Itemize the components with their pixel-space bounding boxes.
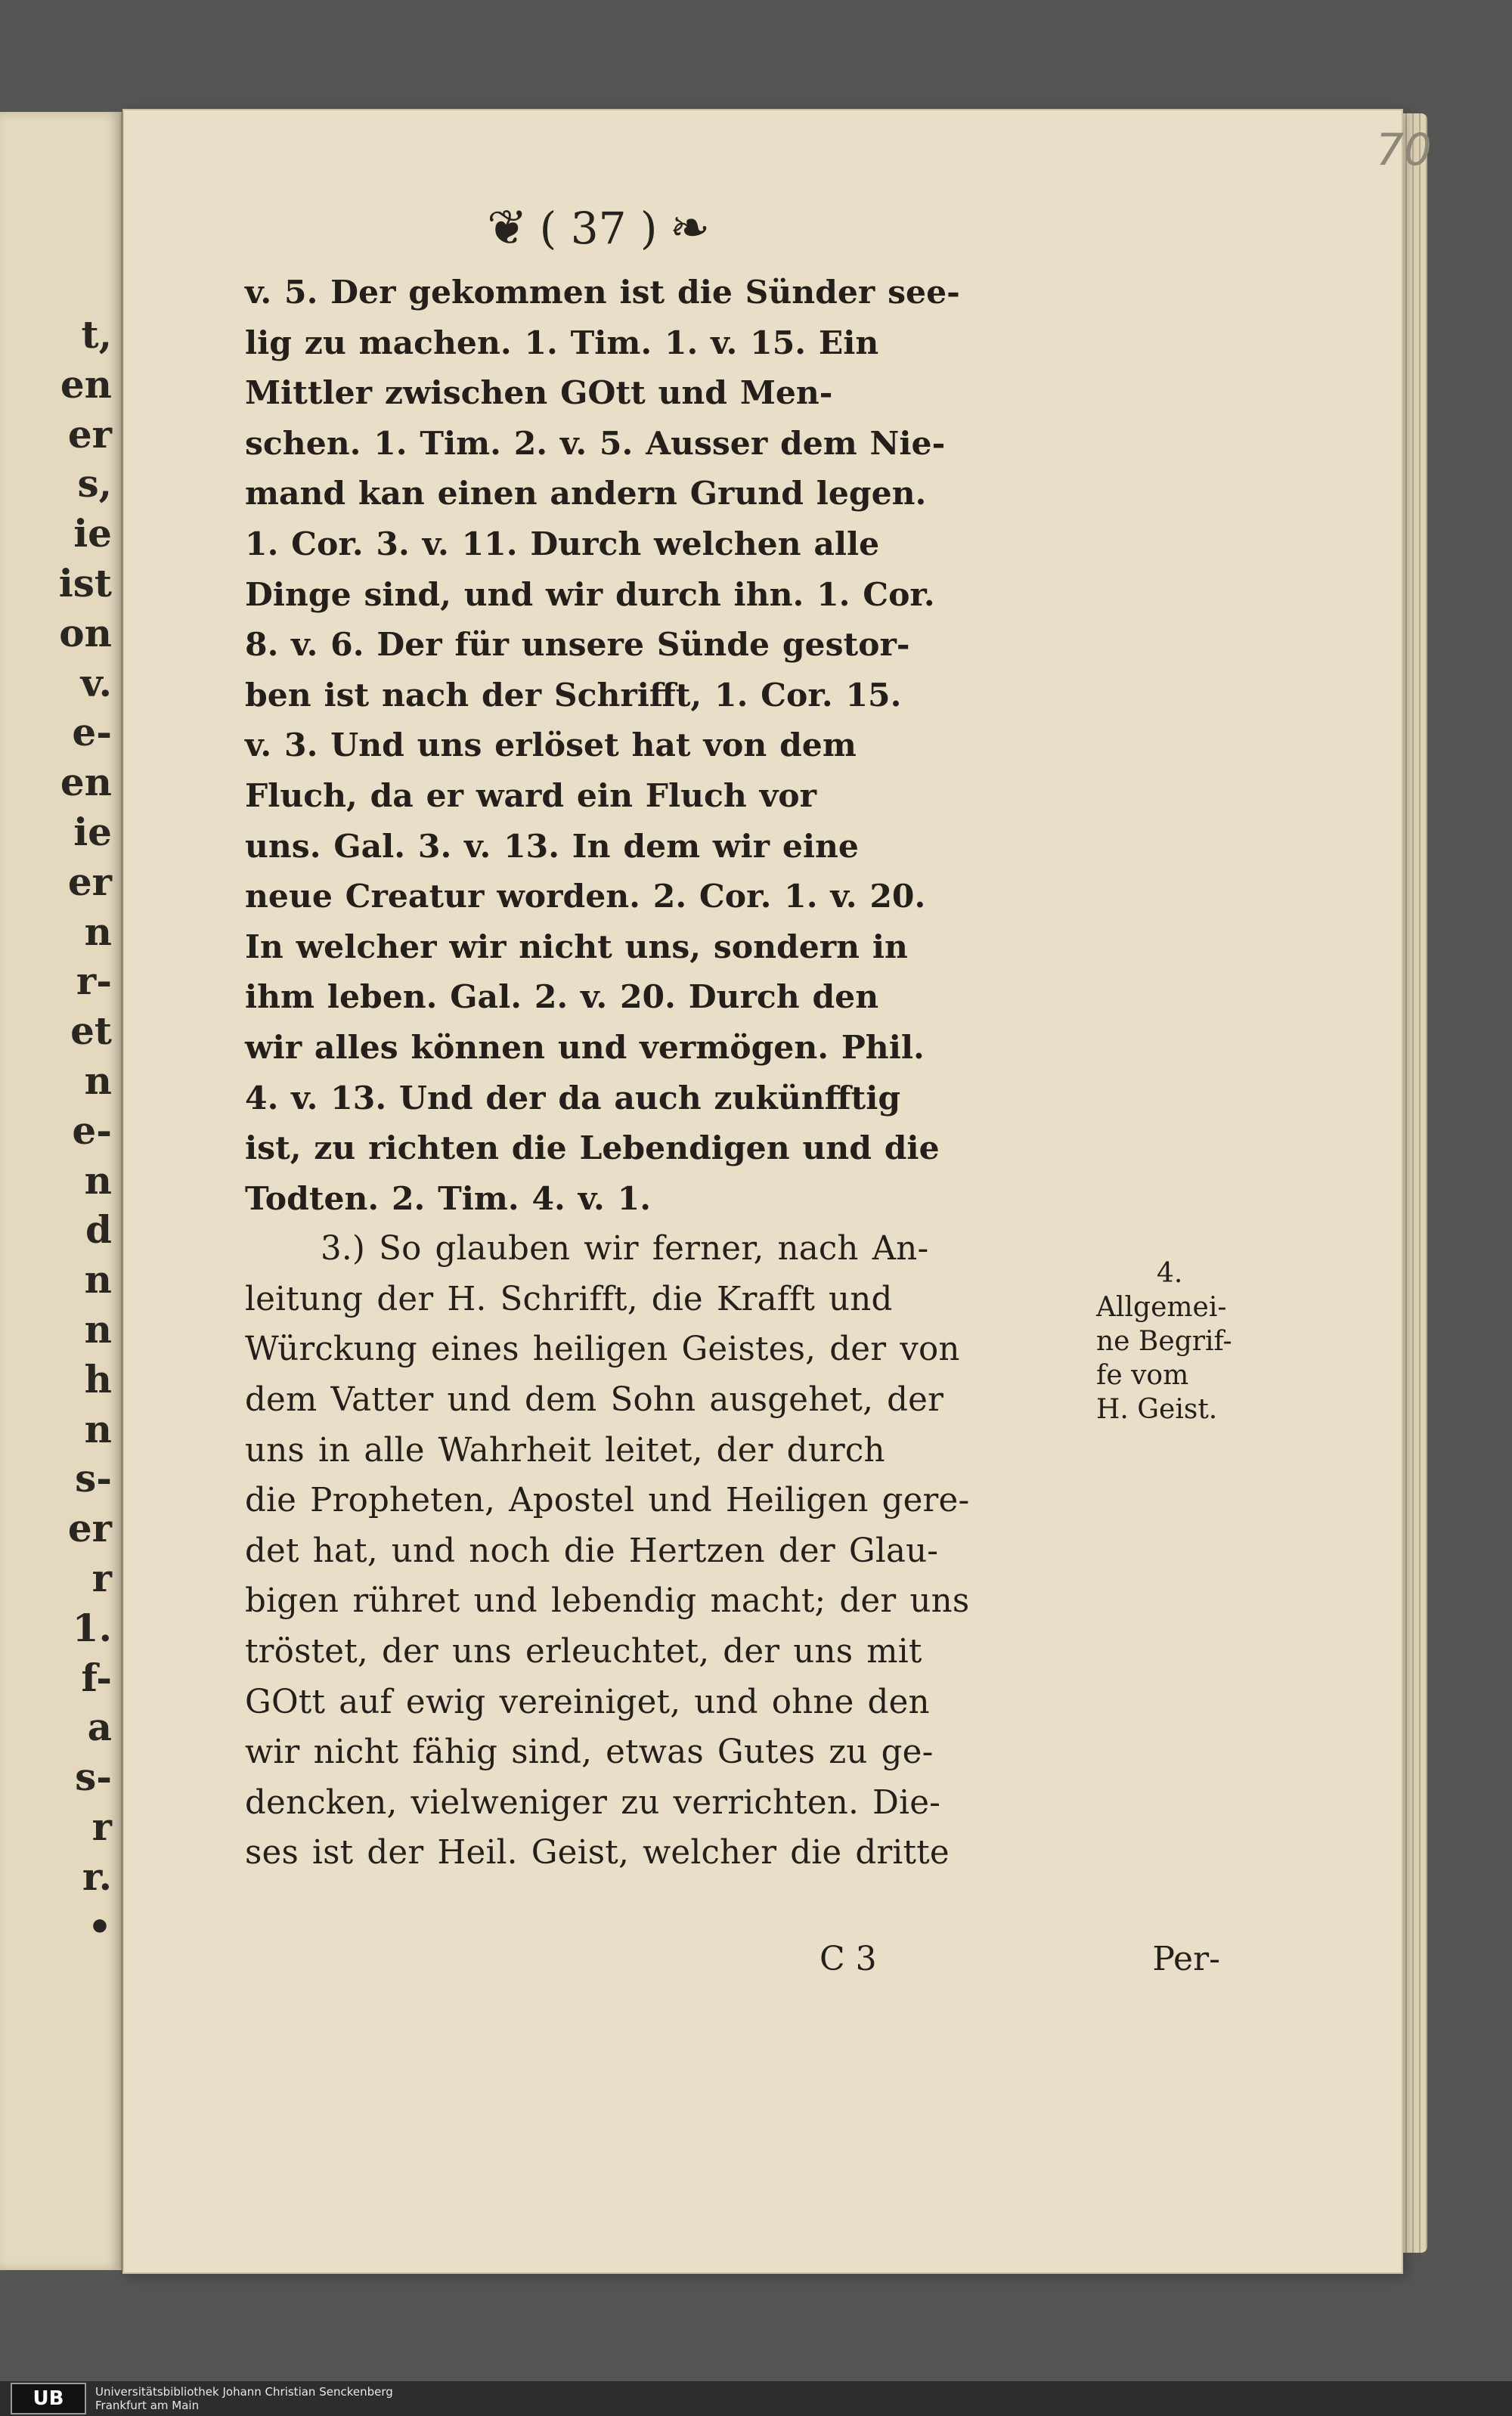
left-page-fragment: ie xyxy=(73,809,112,854)
text-line: uns. Gal. 3. v. 13. In dem wir eine xyxy=(245,827,859,866)
left-page-fragment: h xyxy=(84,1356,112,1402)
left-page-fragment: et xyxy=(70,1008,112,1054)
left-page-fragment: n xyxy=(84,1157,112,1203)
left-page-fragment: f- xyxy=(81,1655,112,1700)
text-line: Dinge sind, und wir durch ihn. 1. Cor. xyxy=(245,575,935,614)
left-page-fragment: a xyxy=(87,1705,112,1750)
text-line: mand kan einen andern Grund legen. xyxy=(245,475,927,513)
book-page xyxy=(122,109,1432,2274)
left-page-fragment: r- xyxy=(76,959,112,1004)
signature-mark: C 3 xyxy=(820,1940,877,1978)
left-page-fragment: ist xyxy=(58,560,112,606)
left-page-fragment: s- xyxy=(75,1456,112,1501)
running-head xyxy=(487,200,711,256)
text-line: v. 5. Der gekommen ist die Sünder see- xyxy=(245,274,960,311)
footer-library-name: Universitätsbibliothek Johann Christian Senckenberg xyxy=(95,2385,393,2399)
left-page-fragment: s, xyxy=(77,461,112,506)
body-text xyxy=(245,268,1220,1879)
text-line: dencken, vielweniger zu verrichten. Die- xyxy=(245,1783,941,1822)
left-page-fragment: on xyxy=(59,610,112,655)
left-page-fragment: n xyxy=(84,1406,112,1451)
text-line: 4. v. 13. Und der da auch zukünfftig xyxy=(245,1079,901,1117)
library-footer xyxy=(0,2381,1512,2416)
text-line: die Propheten, Apostel und Heiligen gere- xyxy=(245,1482,970,1520)
ornament-right-icon: ❧ xyxy=(669,200,711,256)
left-page-fragment: er xyxy=(67,1506,112,1551)
left-page-fragment: en xyxy=(60,361,112,407)
text-line: ben ist nach der Schrifft, 1. Cor. 15. xyxy=(245,676,902,714)
footer-text xyxy=(95,2385,393,2412)
text-line: 8. v. 6. Der für unsere Sünde gestor- xyxy=(245,626,910,664)
left-page-fragment: r xyxy=(91,1804,112,1849)
text-line: tröstet, der uns erleuchtet, der uns mit xyxy=(245,1633,922,1671)
left-page-fragment: • xyxy=(88,1903,112,1949)
catchword: Per- xyxy=(1152,1940,1220,1978)
marginal-note-line: H. Geist. xyxy=(1096,1394,1218,1425)
marginal-note-line: ne Begrif- xyxy=(1096,1326,1232,1357)
marginal-note-line: fe vom xyxy=(1096,1360,1189,1391)
left-page-fragment: v. xyxy=(80,660,112,705)
left-page-fragment: n xyxy=(84,1257,112,1302)
left-page-fragment: r xyxy=(91,1555,112,1600)
left-page-fragment: t, xyxy=(81,312,112,357)
left-page-fragment: er xyxy=(67,859,112,904)
text-line: Todten. 2. Tim. 4. v. 1. xyxy=(245,1179,652,1218)
text-line: In welcher wir nicht uns, sondern in xyxy=(245,928,908,966)
text-line: wir alles können und vermögen. Phil. xyxy=(245,1028,925,1067)
left-facing-page xyxy=(0,112,122,2270)
left-page-fragment: en xyxy=(60,760,112,805)
text-line: bigen rühret und lebendig macht; der uns xyxy=(245,1582,970,1621)
text-line: Würckung eines heiligen Geistes, der von xyxy=(245,1330,960,1369)
left-page-fragment: e- xyxy=(72,710,112,755)
left-page-fragment: er xyxy=(67,411,112,457)
left-page-fragment: n xyxy=(84,1058,112,1103)
text-line: 1. Cor. 3. v. 11. Durch welchen alle xyxy=(245,525,880,563)
pencil-folio-number: 70 xyxy=(1376,124,1432,175)
page-number: ( 37 ) xyxy=(539,203,658,254)
left-page-fragment: ie xyxy=(73,511,112,556)
text-line: ihm leben. Gal. 2. v. 20. Durch den xyxy=(245,978,879,1017)
left-page-fragment: e- xyxy=(72,1107,112,1153)
left-page-fragment: n xyxy=(84,909,112,954)
text-line: dem Vatter und dem Sohn ausgehet, der xyxy=(245,1381,944,1420)
text-line: v. 3. Und uns erlöset hat von dem xyxy=(245,726,857,765)
left-page-fragment: s- xyxy=(75,1755,112,1800)
footer-location: Frankfurt am Main xyxy=(95,2399,200,2412)
text-line: neue Creatur worden. 2. Cor. 1. v. 20. xyxy=(245,878,926,916)
text-line: Fluch, da er ward ein Fluch vor xyxy=(245,776,816,815)
text-line: ist, zu richten die Lebendigen und die xyxy=(245,1129,940,1168)
left-page-fragment: r. xyxy=(82,1854,112,1899)
text-line: wir nicht fähig sind, etwas Gutes zu ge- xyxy=(245,1733,934,1772)
left-page-text-fragments xyxy=(0,310,119,1951)
left-page-fragment: d xyxy=(85,1207,112,1253)
ornament-left-icon: ❦ xyxy=(487,200,528,256)
marginal-note-line: Allgemei- xyxy=(1096,1292,1227,1323)
text-line: det hat, und noch die Hertzen der Glau- xyxy=(245,1532,939,1570)
left-page-fragment: 1. xyxy=(72,1605,112,1650)
left-page-fragment: n xyxy=(84,1306,112,1352)
catchline xyxy=(245,1940,1220,1990)
marginal-note xyxy=(1096,1256,1269,1426)
text-line: 3.) So glauben wir ferner, nach An- xyxy=(321,1230,929,1268)
text-line: lig zu machen. 1. Tim. 1. v. 15. Ein xyxy=(245,324,879,362)
ub-logo: UB xyxy=(11,2383,86,2414)
text-line: schen. 1. Tim. 2. v. 5. Ausser dem Nie- xyxy=(245,424,946,463)
text-line: leitung der H. Schrifft, die Krafft und xyxy=(245,1280,893,1318)
text-line: uns in alle Wahrheit leitet, der durch xyxy=(245,1431,885,1470)
marginal-note-number: 4. xyxy=(1157,1258,1183,1289)
text-line: GOtt auf ewig vereiniget, und ohne den xyxy=(245,1683,930,1721)
text-line: ses ist der Heil. Geist, welcher die dritte xyxy=(245,1834,950,1872)
text-line: Mittler zwischen GOtt und Men- xyxy=(245,374,833,413)
